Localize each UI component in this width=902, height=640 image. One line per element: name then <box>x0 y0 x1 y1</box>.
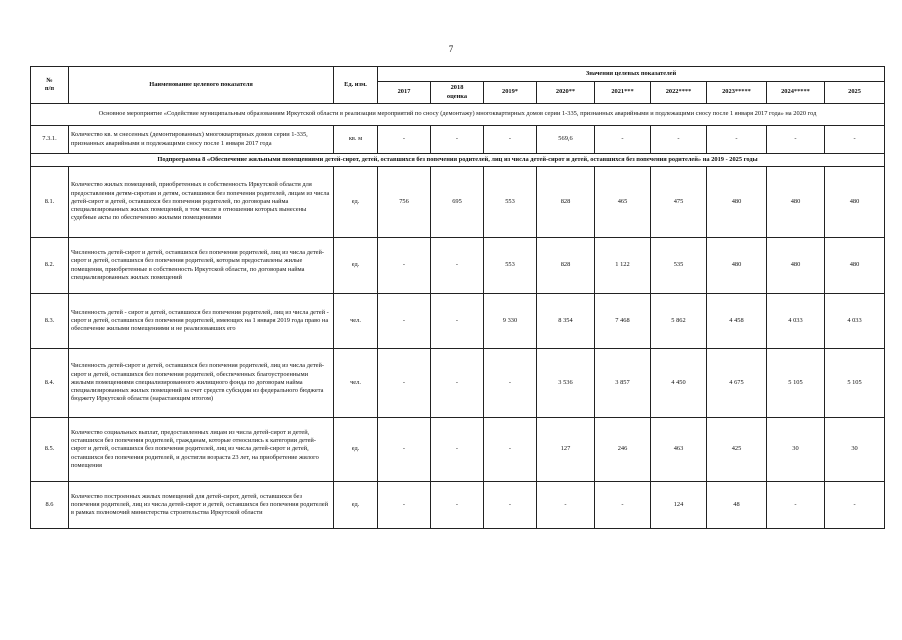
indicator-name: Численность детей-сирот и детей, оставшихся без попечения родителей, лиц из числа детей-сирот и детей, оставшихся без попечения родителей, обеспеченных благоустроенными жилыми помещениями специализированного жилищного фонда по договорам найма специализированных жилых помещений за счет средств субсидии из федерального бюджета бюджету Иркутской области (нарастающим итогом) <box>69 349 334 418</box>
value-cell: - <box>484 126 537 154</box>
value-cell: 480 <box>825 238 885 294</box>
value-cell: - <box>707 126 767 154</box>
table-row <box>31 238 885 294</box>
value-cell: 4 458 <box>707 294 767 349</box>
value-cell: 127 <box>537 418 595 482</box>
table-body <box>31 104 885 529</box>
value-cell: 480 <box>767 238 825 294</box>
value-cell: - <box>378 126 431 154</box>
value-cell: - <box>595 482 651 529</box>
unit-cell: ед. <box>334 482 378 529</box>
header-year: 2023***** <box>707 82 767 104</box>
value-cell: 569,6 <box>537 126 595 154</box>
value-cell: 3 857 <box>595 349 651 418</box>
value-cell: 4 033 <box>825 294 885 349</box>
indicator-name: Количество кв. м снесенных (демонтированных) многоквартирных домов серии 1-335, признанных аварийными и подлежащими сносу после 1 января 2017 года <box>69 126 334 154</box>
indicator-name: Количество построенных жилых помещений для детей-сирот, детей, оставшихся без попечения родителей, лиц из числа детей-сирот и детей, оставшихся без попечения родителей в рамках полномочий министерства строительства Иркутской области <box>69 482 334 529</box>
value-cell: 7 468 <box>595 294 651 349</box>
value-cell: - <box>378 349 431 418</box>
unit-cell: ед. <box>334 238 378 294</box>
indicator-name: Численность детей - сирот и детей, оставшихся без попечения родителей, лиц из числа детей - сирот и детей, оставшихся без попечения родителей, имеющих на 1 января 2019 года право на обеспечение жилыми помещениями и не реализовавших его <box>69 294 334 349</box>
value-cell: 480 <box>825 167 885 238</box>
value-cell: - <box>431 482 484 529</box>
header-num: № п/п <box>31 67 69 104</box>
indicator-name: Численность детей-сирот и детей, оставшихся без попечения родителей, лиц из числа детей-сирот и детей, оставшихся без попечения родителей, которым предоставлены жилые помещения, приобретенные в собственность Иркутской области, по договорам найма специализированных жилых помещений <box>69 238 334 294</box>
value-cell: 4 675 <box>707 349 767 418</box>
header-name: Наименование целевого показателя <box>69 67 334 104</box>
value-cell: 3 536 <box>537 349 595 418</box>
header-year: 2019* <box>484 82 537 104</box>
value-cell: 5 105 <box>825 349 885 418</box>
value-cell: 535 <box>651 238 707 294</box>
value-cell: - <box>825 482 885 529</box>
value-cell: - <box>767 126 825 154</box>
page-number: 7 <box>448 44 454 54</box>
value-cell: 463 <box>651 418 707 482</box>
value-cell: - <box>378 482 431 529</box>
value-cell: 30 <box>825 418 885 482</box>
value-cell: - <box>767 482 825 529</box>
value-cell: 5 105 <box>767 349 825 418</box>
value-cell: 48 <box>707 482 767 529</box>
unit-cell: чел. <box>334 349 378 418</box>
table-row <box>31 167 885 238</box>
value-cell: - <box>431 126 484 154</box>
value-cell: 4 450 <box>651 349 707 418</box>
table-row <box>31 482 885 529</box>
header-year: 2018 оценка <box>431 82 484 104</box>
row-number: 8.5. <box>31 418 69 482</box>
value-cell: 30 <box>767 418 825 482</box>
value-cell: 9 330 <box>484 294 537 349</box>
unit-cell: ед. <box>334 167 378 238</box>
row-number: 8.6 <box>31 482 69 529</box>
value-cell: - <box>484 349 537 418</box>
indicator-name: Количество жилых помещений, приобретенных в собственность Иркутской области для предоставления детям-сиротам и детям, оставшимся без попечения родителей, лицам из числа детей-сирот и детей, оставшихся без попечения родителей, по договорам найма специализированных жилых помещений, в том числе в отношении которых вынесены судебные акты по обеспечению жилыми помещениями <box>69 167 334 238</box>
header-year: 2017 <box>378 82 431 104</box>
value-cell: 480 <box>707 238 767 294</box>
value-cell: - <box>431 349 484 418</box>
row-number: 8.4. <box>31 349 69 418</box>
header-unit: Ед. изм. <box>334 67 378 104</box>
value-cell: 480 <box>707 167 767 238</box>
table-row <box>31 126 885 154</box>
table-row <box>31 294 885 349</box>
row-number: 7.3.1. <box>31 126 69 154</box>
value-cell: - <box>595 126 651 154</box>
value-cell: - <box>537 482 595 529</box>
value-cell: - <box>378 418 431 482</box>
section-row <box>31 154 885 167</box>
table-row <box>31 418 885 482</box>
value-cell: - <box>825 126 885 154</box>
row-number: 8.3. <box>31 294 69 349</box>
row-number: 8.2. <box>31 238 69 294</box>
value-cell: 695 <box>431 167 484 238</box>
header-year: 2020** <box>537 82 595 104</box>
indicator-name: Количество социальных выплат, предоставленных лицам из числа детей-сирот и детей, оставшихся без попечения родителей, гражданам, которые относились к категории детей-сирот и детей, оставшихся без попечения родителей, лиц из числа детей-сирот и детей, оставшихся без попечения родителей, и достигли возраста 23 лет, на приобретение жилого помещения <box>69 418 334 482</box>
value-cell: 5 862 <box>651 294 707 349</box>
value-cell: - <box>484 482 537 529</box>
value-cell: - <box>651 126 707 154</box>
value-cell: 475 <box>651 167 707 238</box>
value-cell: 828 <box>537 167 595 238</box>
section-title: Подпрограмма 8 «Обеспечение жильными помещениями детей-сирот, детей, оставшихся без попечения родителей, лиц из числа детей-сирот и детей, оставшихся без попечения родителей» на 2019 - 2025 годы <box>31 154 885 167</box>
value-cell: 480 <box>767 167 825 238</box>
header-year: 2021*** <box>595 82 651 104</box>
value-cell: 8 354 <box>537 294 595 349</box>
unit-cell: ед. <box>334 418 378 482</box>
header-values-title: Значения целевых показателей <box>378 67 885 82</box>
value-cell: 553 <box>484 238 537 294</box>
value-cell: - <box>378 294 431 349</box>
value-cell: - <box>484 418 537 482</box>
value-cell: 756 <box>378 167 431 238</box>
value-cell: 828 <box>537 238 595 294</box>
header-year: 2022**** <box>651 82 707 104</box>
value-cell: 246 <box>595 418 651 482</box>
value-cell: 465 <box>595 167 651 238</box>
indicators-table <box>30 66 885 529</box>
table-row <box>31 349 885 418</box>
header-year: 2024***** <box>767 82 825 104</box>
value-cell: 4 033 <box>767 294 825 349</box>
header-year: 2025 <box>825 82 885 104</box>
section-row <box>31 104 885 126</box>
value-cell: 425 <box>707 418 767 482</box>
value-cell: - <box>378 238 431 294</box>
value-cell: - <box>431 294 484 349</box>
unit-cell: чел. <box>334 294 378 349</box>
section-title: Основное мероприятие «Содействие муниципальным образованиям Иркутской области в реализации мероприятий по сносу (демонтажу) многоквартирных домов серии 1-335, признанных аварийными и подлежащими сносу после 1 января 2017 года» на 2020 год <box>31 104 885 126</box>
value-cell: 553 <box>484 167 537 238</box>
unit-cell: кв. м <box>334 126 378 154</box>
row-number: 8.1. <box>31 167 69 238</box>
value-cell: - <box>431 418 484 482</box>
value-cell: 1 122 <box>595 238 651 294</box>
value-cell: 124 <box>651 482 707 529</box>
value-cell: - <box>431 238 484 294</box>
